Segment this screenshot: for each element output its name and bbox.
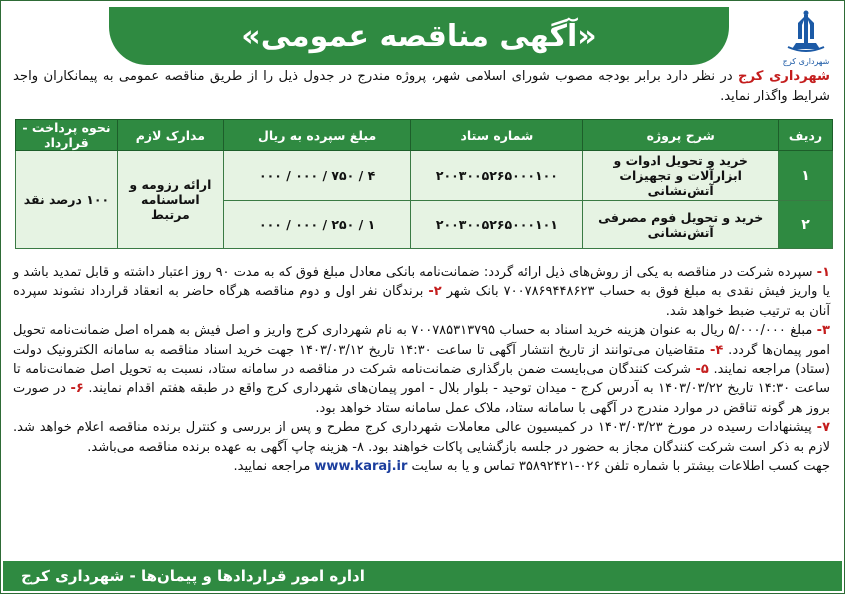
header-setad-number: شماره ستاد — [411, 120, 583, 151]
row-number: ۲ — [779, 201, 833, 249]
deposit-amount: ۱ / ۲۵۰ / ۰۰۰ / ۰۰۰ — [223, 201, 411, 249]
notice-title-banner — [109, 7, 729, 65]
website-link[interactable]: www.karaj.ir — [314, 459, 408, 475]
municipality-logo — [774, 9, 838, 73]
setad-number: ۲۰۰۳۰۰۵۲۶۵۰۰۰۱۰۰ — [411, 151, 583, 201]
row-number: ۱ — [779, 151, 833, 201]
condition-2: برندگان نفر اول و دوم مناقصه هرگاه حاضر به انعقاد قرارداد نشوند سپرده آنان به ترتیب ضبط خواهد شد. — [13, 284, 830, 319]
header-deposit-amount: مبلغ سپرده به ریال — [223, 120, 411, 151]
condition-7: پیشنهادات رسیده در مورخ ۱۴۰۳/۰۳/۲۳ در کمیسیون عالی معاملات شهرداری کرج مطرح و پس از بررسی و کنترل برنده مناقصه اعلام خواهد شد. لازم به ذکر است شرکت کنندگان مجاز به حضور در جلسه بازگشایی پاکات خواهند بود. ۸- هزینه چاپ آگهی به عهده برنده مناقصه می‌باشد. — [13, 420, 830, 455]
item-marker: ۱- — [816, 265, 831, 280]
header-required-docs: مدارک لازم — [117, 120, 223, 151]
contact-suffix: مراجعه نمایید. — [233, 459, 315, 475]
condition-1: سپرده شرکت در مناقصه به یکی از روش‌های ذیل ارائه گردد: ضمانت‌نامه بانکی معادل مبلغ فوق که به مدت ۹۰ روز اعتبار داشته و قابل تمدید باشد و یا واریز فیش نقدی به مبلغ فوق به حساب ۷۰۰۷۸۶۹۴۴۸۶۲۳ بانک شهر — [13, 265, 831, 300]
header-row-number: ردیف — [779, 120, 833, 151]
intro-paragraph — [13, 67, 830, 107]
payment-method: ۱۰۰ درصد نقد — [16, 151, 118, 249]
item-marker: ۲- — [428, 284, 442, 300]
table-row — [16, 151, 833, 201]
footer-text: اداره امور قراردادها و پیمان‌ها - شهرداری کرج — [21, 567, 365, 585]
notice-title: «آگهی مناقصه عمومی» — [241, 18, 597, 54]
intro-text: در نظر دارد برابر بودجه مصوب شورای اسلامی شهر، پروژه مندرج در جدول ذیل را از طریق مناقصه عمومی به پیمانکاران واجد شرایط واگذار نماید. — [13, 69, 830, 104]
condition-5: شرکت کنندگان می‌بایست ضمن بارگذاری ضمانت‌نامه شرکت در مناقصه در سامانه ستاد، نسبت به تحویل اصل ضمانت‌نامه تا ساعت ۱۴:۳۰ تاریخ ۱۴۰۳/۰۳/۲۲ به آدرس کرج - میدان توحید - بلوار بلال - امور پیمان‌های شهرداری کرج واقع در طبقه هفتم اقدام نمایند. — [13, 362, 830, 397]
item-marker: ۶- — [70, 381, 84, 397]
logo-caption: شهرداری کرج — [782, 57, 830, 66]
condition-4: متقاضیان می‌توانند از تاریخ انتشار آگهی تا ساعت ۱۴:۳۰ تاریخ ۱۴۰۳/۰۳/۱۲ جهت خرید اسناد مناقصه به سامانه الکترونیک دولت (ستاد) مراجعه نمایند. — [13, 342, 830, 378]
contact-prefix: جهت کسب اطلاعات بیشتر با شماره تلفن ۰۲۶-۳۵۸۹۲۴۲۱ تماس و یا به سایت — [407, 459, 830, 475]
header-payment-method: نحوه پرداخت - قرارداد — [16, 120, 118, 151]
projects-table — [15, 119, 833, 249]
table-header-row — [16, 120, 833, 151]
project-desc: خرید و تحویل فوم مصرفی آتش‌نشانی — [583, 201, 779, 249]
item-marker: ۴- — [709, 342, 724, 358]
required-docs: ارائه رزومه و اساسنامه مرتبط — [117, 151, 223, 249]
item-marker: ۵- — [695, 362, 709, 378]
deposit-amount: ۴ / ۷۵۰ / ۰۰۰ / ۰۰۰ — [223, 151, 411, 201]
footer-banner — [3, 561, 842, 591]
karaj-emblem-icon — [782, 9, 830, 55]
setad-number: ۲۰۰۳۰۰۵۲۶۵۰۰۰۱۰۱ — [411, 201, 583, 249]
conditions-text — [13, 263, 830, 476]
item-marker: ۳- — [816, 323, 830, 339]
header-project-desc: شرح پروژه — [583, 120, 779, 151]
condition-6: در صورت بروز هر گونه تناقض در موارد مندرج در آگهی با سامانه ستاد، ملاک عمل سامانه ستاد خواهد بود. — [13, 381, 830, 416]
condition-3: مبلغ ۵/۰۰۰/۰۰۰ ریال به عنوان هزینه خرید اسناد به حساب ۷۰۰۷۸۵۳۱۳۷۹۵ به نام شهرداری کرج واریز و اصل فیش به همراه اصل ضمانت‌نامه تحویل امور پیمان‌ها گردد. — [13, 323, 830, 358]
org-name: شهرداری کرج — [738, 69, 831, 84]
item-marker: ۷- — [816, 420, 830, 436]
project-desc: خرید و تحویل ادوات و ابزارآلات و تجهیزات آتش‌نشانی — [583, 151, 779, 201]
